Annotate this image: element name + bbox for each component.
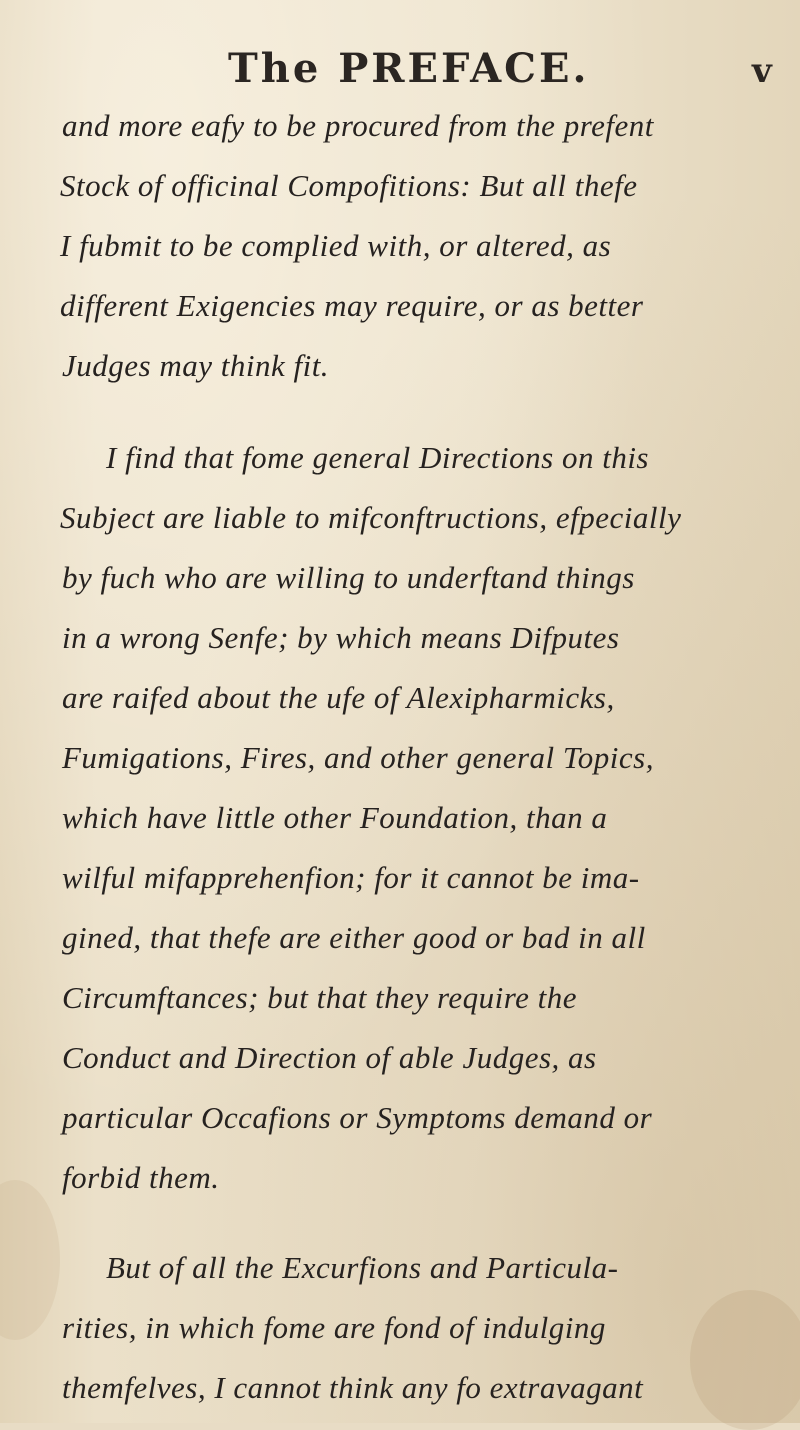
text-line: Judges may think fit. (62, 348, 330, 383)
text-line: Stock of officinal Compofitions: But all thefe (60, 168, 638, 203)
running-title: The PREFACE. (228, 45, 590, 92)
text-line: particular Occafions or Symptoms demand or (62, 1100, 653, 1135)
text-line: forbid them. (62, 1160, 220, 1195)
text-line: Circumftances; but that they require the (62, 980, 578, 1015)
text-line: But of all the Excurfions and Particula- (106, 1250, 619, 1285)
text-line: wilful mifapprehenfion; for it cannot be ima- (62, 860, 640, 895)
text-line: Subject are liable to mifconftructions, efpecially (60, 500, 682, 535)
text-line: themfelves, I cannot think any fo extravagant (62, 1370, 644, 1405)
text-line: Fumigations, Fires, and other general Topics, (62, 740, 654, 775)
text-line: by fuch who are willing to underftand things (62, 560, 635, 595)
text-line: rities, in which fome are fond of indulging (62, 1310, 606, 1345)
text-line: different Exigencies may require, or as better (60, 288, 644, 323)
text-line: which have little other Foundation, than a (62, 800, 608, 835)
text-line: are raifed about the ufe of Alexipharmicks, (62, 680, 615, 715)
text-line: I fubmit to be complied with, or altered, as (60, 228, 612, 263)
text-line: in a wrong Senfe; by which means Difputes (62, 620, 620, 655)
text-line: I find that fome general Directions on this (106, 440, 649, 475)
text-line: and more eafy to be procured from the prefent (62, 108, 654, 143)
text-line: gined, that thefe are either good or bad in all (62, 920, 646, 955)
page-number: v (752, 51, 772, 91)
text-line: Conduct and Direction of able Judges, as (62, 1040, 597, 1075)
